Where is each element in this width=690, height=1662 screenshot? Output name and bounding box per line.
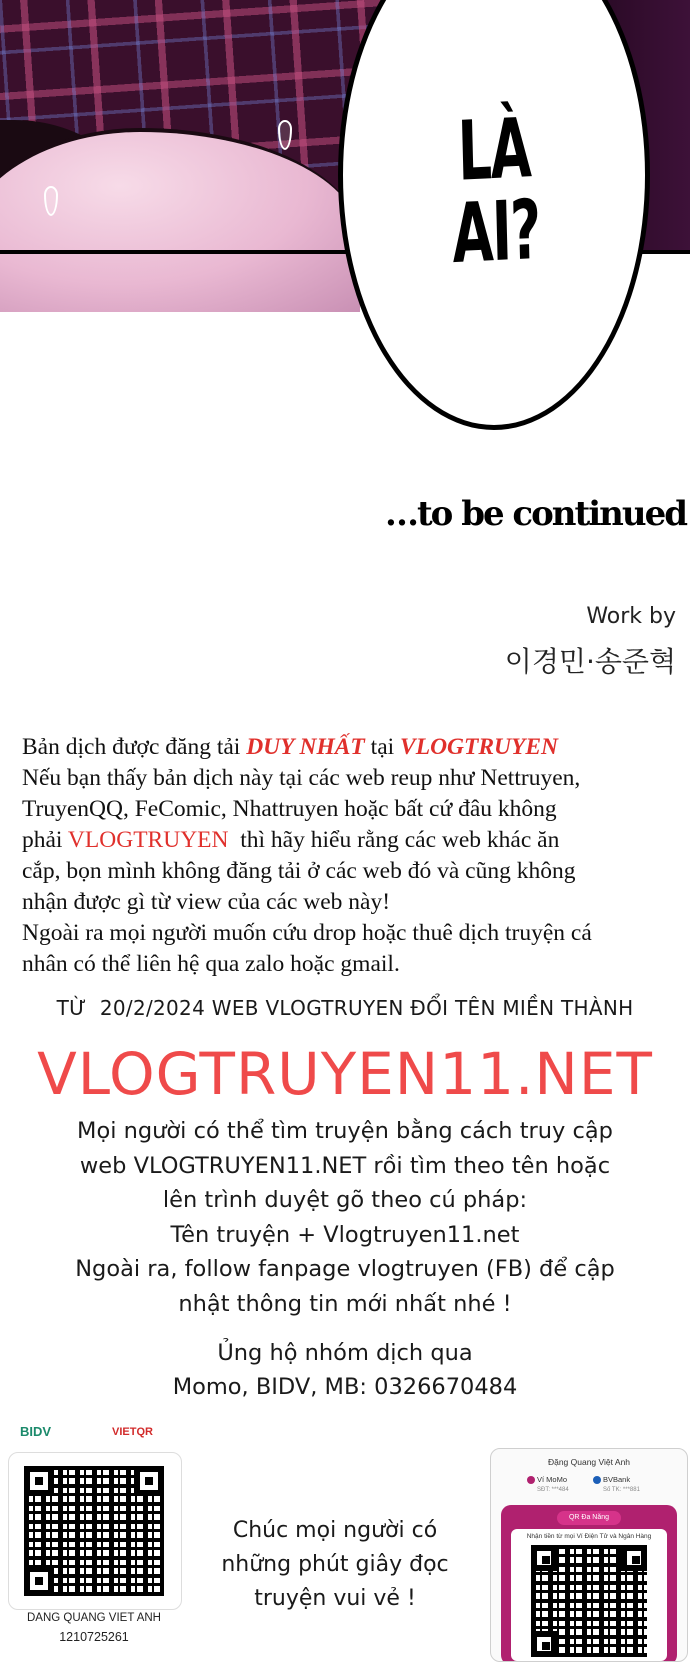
howto-line: Tên truyện + Vlogtruyen11.net	[170, 1221, 520, 1248]
wish-line: Chúc mọi người có	[232, 1518, 438, 1543]
support-text	[0, 1336, 690, 1404]
qr-badge: QR Đa Năng	[557, 1511, 621, 1525]
vietqr-logo: VIETQR	[112, 1426, 153, 1438]
notice-line: nhân có thể liên hệ qua zalo hoặc gmail.	[22, 951, 400, 977]
exclusive-label: DUY NHẤT	[246, 734, 365, 760]
qr-finder-icon	[134, 1466, 164, 1496]
momo-qr-card	[490, 1448, 688, 1662]
wallet-bvbank-account: Số TK: ***881	[603, 1487, 640, 1493]
comic-panel	[0, 0, 690, 440]
wish-text	[190, 1514, 480, 1616]
wish-line: những phút giây đọc	[221, 1552, 449, 1577]
howto-line: Ngoài ra, follow fanpage vlogtruyen (FB) để cập	[75, 1256, 615, 1282]
qr-finder-icon	[621, 1545, 647, 1571]
translation-notice	[22, 732, 672, 980]
momo-account-name: Đặng Quang Việt Anh	[547, 1457, 631, 1467]
account-number: 1210725261	[59, 1630, 129, 1644]
speech-bubble-text: LÀ AI?	[451, 101, 541, 283]
bvbank-icon	[593, 1476, 601, 1484]
qr-finder-icon	[24, 1566, 54, 1596]
bidv-logo: BIDV	[20, 1424, 52, 1439]
new-domain: VLOGTRUYEN11.NET	[37, 1040, 653, 1108]
wish-line: truyện vui vẻ !	[254, 1586, 416, 1611]
qr-finder-icon	[24, 1466, 54, 1496]
authors: 이경민·송준혁	[504, 645, 676, 678]
receive-text: Nhận tiền từ mọi Ví Điện Tử và Ngân Hàng	[526, 1533, 652, 1540]
momo-icon	[527, 1476, 535, 1484]
account-name: DANG QUANG VIET ANH	[27, 1612, 161, 1624]
wallet-bvbank: BVBank	[603, 1475, 631, 1484]
domain-change-line: TỪ 20/2/2024 WEB VLOGTRUYEN ĐỔI TÊN MIỀN THÀNH	[56, 996, 634, 1020]
notice-line: Bản dịch được đăng tải DUY NHẤT tại VLOGTRUYEN	[22, 734, 559, 760]
to-be-continued: …to be continued	[384, 494, 686, 534]
notice-line: Ngoài ra mọi người muốn cứu drop hoặc thuê dịch truyện cá	[22, 920, 592, 946]
howto-line: web VLOGTRUYEN11.NET rồi tìm theo tên hoặc	[79, 1152, 611, 1179]
howto-line: lên trình duyệt gõ theo cú pháp:	[162, 1187, 528, 1213]
howto-line: Mọi người có thể tìm truyện bằng cách truy cập	[77, 1118, 613, 1144]
notice-line: cắp, bọn mình không đăng tải ở các web đó và cũng không	[22, 858, 576, 884]
site-name: VLOGTRUYEN	[67, 827, 229, 853]
notice-line: TruyenQQ, FeComic, Nhattruyen hoặc bất cứ đâu không	[22, 796, 557, 822]
support-line: Ủng hộ nhóm dịch qua	[217, 1340, 473, 1366]
wallet-momo: Ví MoMo	[537, 1475, 568, 1484]
howto-text	[0, 1114, 690, 1321]
notice-line: nhận được gì từ view của các web này!	[22, 889, 391, 915]
notice-line: phải VLOGTRUYEN thì hãy hiểu rằng các web khác ăn	[22, 827, 560, 853]
qr-finder-icon	[531, 1545, 557, 1571]
work-by-label: Work by	[586, 604, 676, 629]
howto-line: nhật thông tin mới nhất nhé !	[178, 1290, 512, 1317]
qr-finder-icon	[531, 1631, 557, 1657]
notice-line: Nếu bạn thấy bản dịch này tại các web reup như Nettruyen,	[22, 765, 581, 791]
site-name: VLOGTRUYEN	[400, 734, 559, 760]
support-line: Momo, BIDV, MB: 0326670484	[172, 1374, 518, 1400]
wallet-momo-phone: SĐT: ***484	[537, 1487, 569, 1493]
